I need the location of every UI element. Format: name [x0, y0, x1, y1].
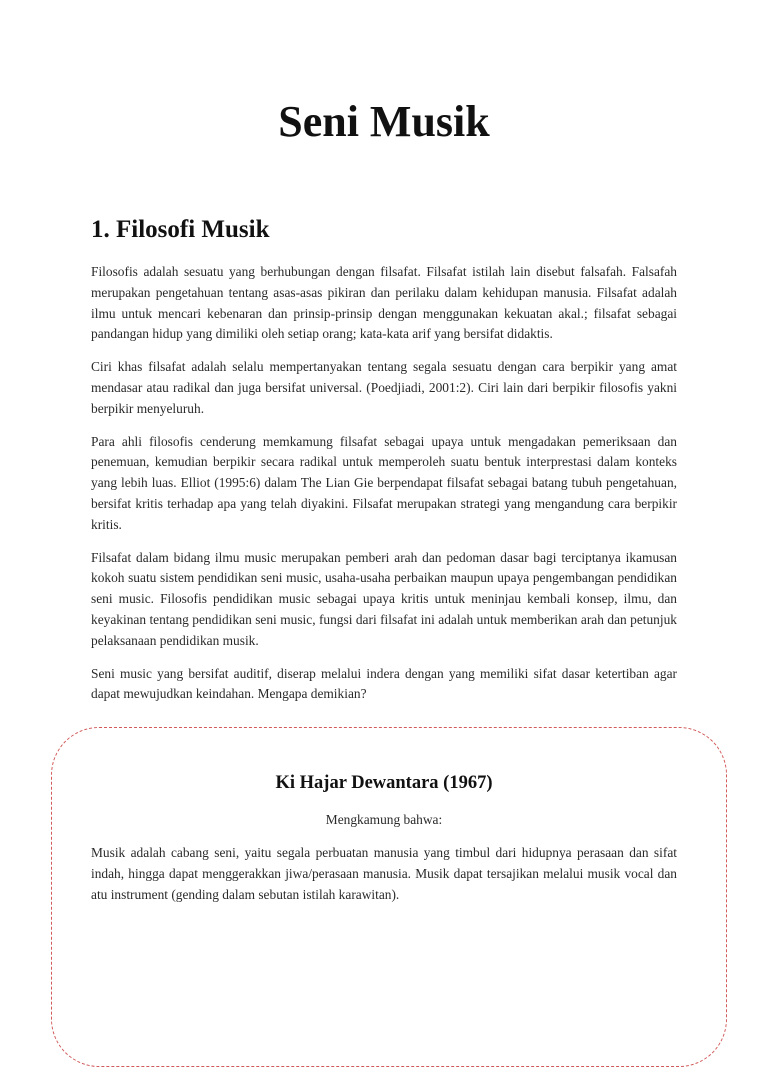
section-heading: 1. Filosofi Musik [91, 216, 270, 243]
quote-text: Musik adalah cabang seni, yaitu segala perbuatan manusia yang timbul dari hidupnya perasaan dan sifat indah, hingga dapat menggerakkan jiwa/perasaan manusia. Musik dapat tersajikan melalui musik vocal dan atu instrument (gending dalam sebutan istilah karawitan). [91, 845, 677, 902]
section-body [91, 262, 677, 717]
paragraph-3: Para ahli filosofis cenderung memkamung filsafat sebagai upaya untuk mengadakan pemeriksaan dan penemuan, kemudian berpikir secara radikal untuk memperoleh suatu bentuk interprestasi dalam konteks yang lebih luas. Elliot (1995:6) dalam The Lian Gie berpendapat filsafat sebagai batang tubuh pengetahuan, bersifat kritis terhadap apa yang telah diyakini. Filsafat merupakan strategi yang mengandung cara berpikir kritis. [91, 433, 677, 532]
paragraph-1: Filosofis adalah sesuatu yang berhubungan dengan filsafat. Filsafat istilah lain disebut falsafah. Falsafah merupakan pengetahuan tentang asas-asas pikiran dan perilaku dalam kehidupan manusia. Filsafat adalah ilmu untuk mencari kebenaran dan prinsip-prinsip dengan menggunakan kekuatan akal.; filsafat sebagai pandangan hidup yang dimiliki oleh setiap orang; kata-kata arif yang bersifat didaktis. [91, 264, 677, 342]
paragraph-2: Ciri khas filsafat adalah selalu mempertanyakan tentang segala sesuatu dengan cara berpikir yang amat mendasar atau radikal dan juga bersifat universal. (Poedjiadi, 2001:2). Ciri lain dari berpikir filosofis yakni berpikir menyeluruh. [91, 359, 677, 416]
quote-title: Ki Hajar Dewantara (1967) [275, 773, 493, 793]
paragraph-5: Seni music yang bersifat auditif, diserap melalui indera dengan yang memiliki sifat dasar ketertiban agar dapat mewujudkan keindahan. Mengapa demikian? [91, 665, 677, 702]
paragraph-4: Filsafat dalam bidang ilmu music merupakan pemberi arah dan pedoman dasar bagi terciptanya ikamusan kokoh suatu sistem pendidikan seni music, usaha-usaha perbaikan maupun upaya pengembangan pendidikan seni music. Filosofis pendidikan music sebagai upaya kritis untuk meninjau kembali konsep, ilmu, dan keyakinan tentang pendidikan seni music, fungsi dari filsafat ini adalah untuk memberikan arah dan petunjuk pelaksanaan pendidikan musik. [91, 549, 677, 648]
quote-subtitle: Mengkamung bahwa: [325, 812, 443, 827]
page-title: Seni Musik [278, 97, 490, 146]
